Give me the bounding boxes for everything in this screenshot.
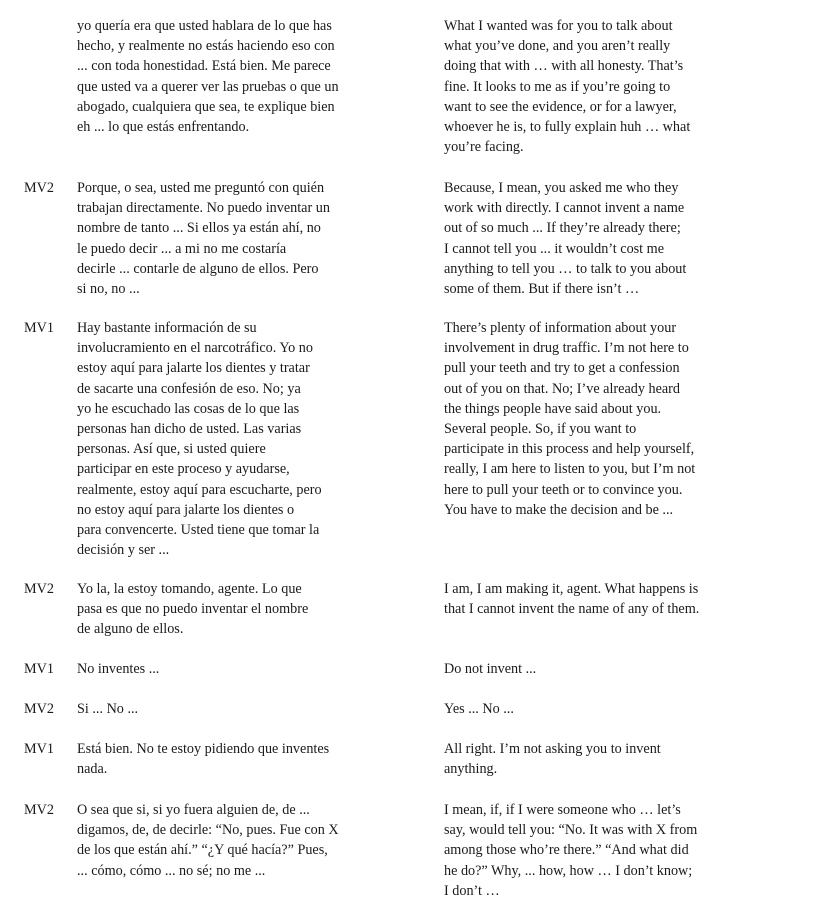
spanish-text: No inventes ... (77, 661, 160, 677)
spanish-text: Porque, o sea, usted me preguntó con quién trabajan directamente. No puedo inventar un nombre de tanto ... Si ellos ya están ahí, no le puedo decir ... a mi no me costaría decirle ... contarle de alguno de ellos. Pero si no, no ... (77, 180, 330, 298)
spanish-text: yo quería era que usted hablara de lo que has hecho, y realmente no estás haciendo eso con ... con toda honestidad. Está bien. Me parece que usted va a querer ver las pruebas o que un abogado, cualquiera que sea, te explique bien eh ... lo que estás enfrentando. (77, 18, 339, 136)
speaker-label: MV2 (24, 802, 54, 818)
english-text: Yes ... No ... (444, 701, 514, 717)
speaker-label: MV1 (24, 320, 54, 336)
english-text: I mean, if, if I were someone who … let’s say, would tell you: “No. It was with X from among those who’re there.” “And what did he do?” Why, ... how, how … I don’t know; I don’t … (444, 802, 698, 899)
speaker-label: MV1 (24, 741, 54, 757)
spanish-text: Hay bastante información de su involucramiento en el narcotráfico. Yo no estoy aquí para jalarte los dientes y tratar de sacarte una confesión de eso. No; ya yo he escuchado las cosas de lo que las personas han dicho de usted. Las varias personas. Así que, si usted quiere participar en este proceso y ayudarse, realmente, estoy aquí para escucharte, pero no estoy aquí para jalarte los dientes o para convencerte. Usted tiene que tomar la decisión y ser ... (77, 320, 322, 559)
spanish-text: Yo la, la estoy tomando, agente. Lo que pasa es que no puedo inventar el nombre de alguno de ellos. (77, 581, 309, 638)
english-text: All right. I’m not asking you to invent anything. (444, 741, 661, 778)
spanish-text: Está bien. No te estoy pidiendo que inventes nada. (77, 741, 330, 778)
speaker-label: MV2 (24, 180, 54, 196)
english-text: Do not invent ... (444, 661, 537, 677)
speaker-label: MV2 (24, 701, 54, 717)
english-text: Because, I mean, you asked me who they work with directly. I cannot invent a name out of so much ... If they’re already there; I cannot tell you ... it wouldn’t cost me anything to tell you … to talk to you about some of them. But if there isn’t … (444, 180, 687, 298)
spanish-text: O sea que si, si yo fuera alguien de, de ... digamos, de, de decirle: “No, pues. Fue con X de los que están ahí.” “¿Y qué hacía?” Pues, ... cómo, cómo ... no sé; no me ... (77, 802, 339, 879)
english-text: What I wanted was for you to talk about what you’ve done, and you aren’t really doing that with … with all honesty. That’s fine. It looks to me as if you’re going to want to see the evidence, or for a lawyer, whoever he is, to fully explain huh … what you’re facing. (444, 18, 691, 156)
speaker-label: MV2 (24, 581, 54, 597)
spanish-text: Si ... No ... (77, 701, 139, 717)
english-text: I am, I am making it, agent. What happens is that I cannot invent the name of any of them. (444, 581, 700, 618)
english-text: There’s plenty of information about your involvement in drug traffic. I’m not here to pull your teeth and try to get a confession out of you on that. No; I’ve already heard the things people have said about you. Several people. So, if you want to participate in this process and help yourself, really, I am here to listen to you, but I’m not here to pull your teeth or to convince you. You have to make the decision and be ... (444, 320, 696, 518)
speaker-label: MV1 (24, 661, 54, 677)
